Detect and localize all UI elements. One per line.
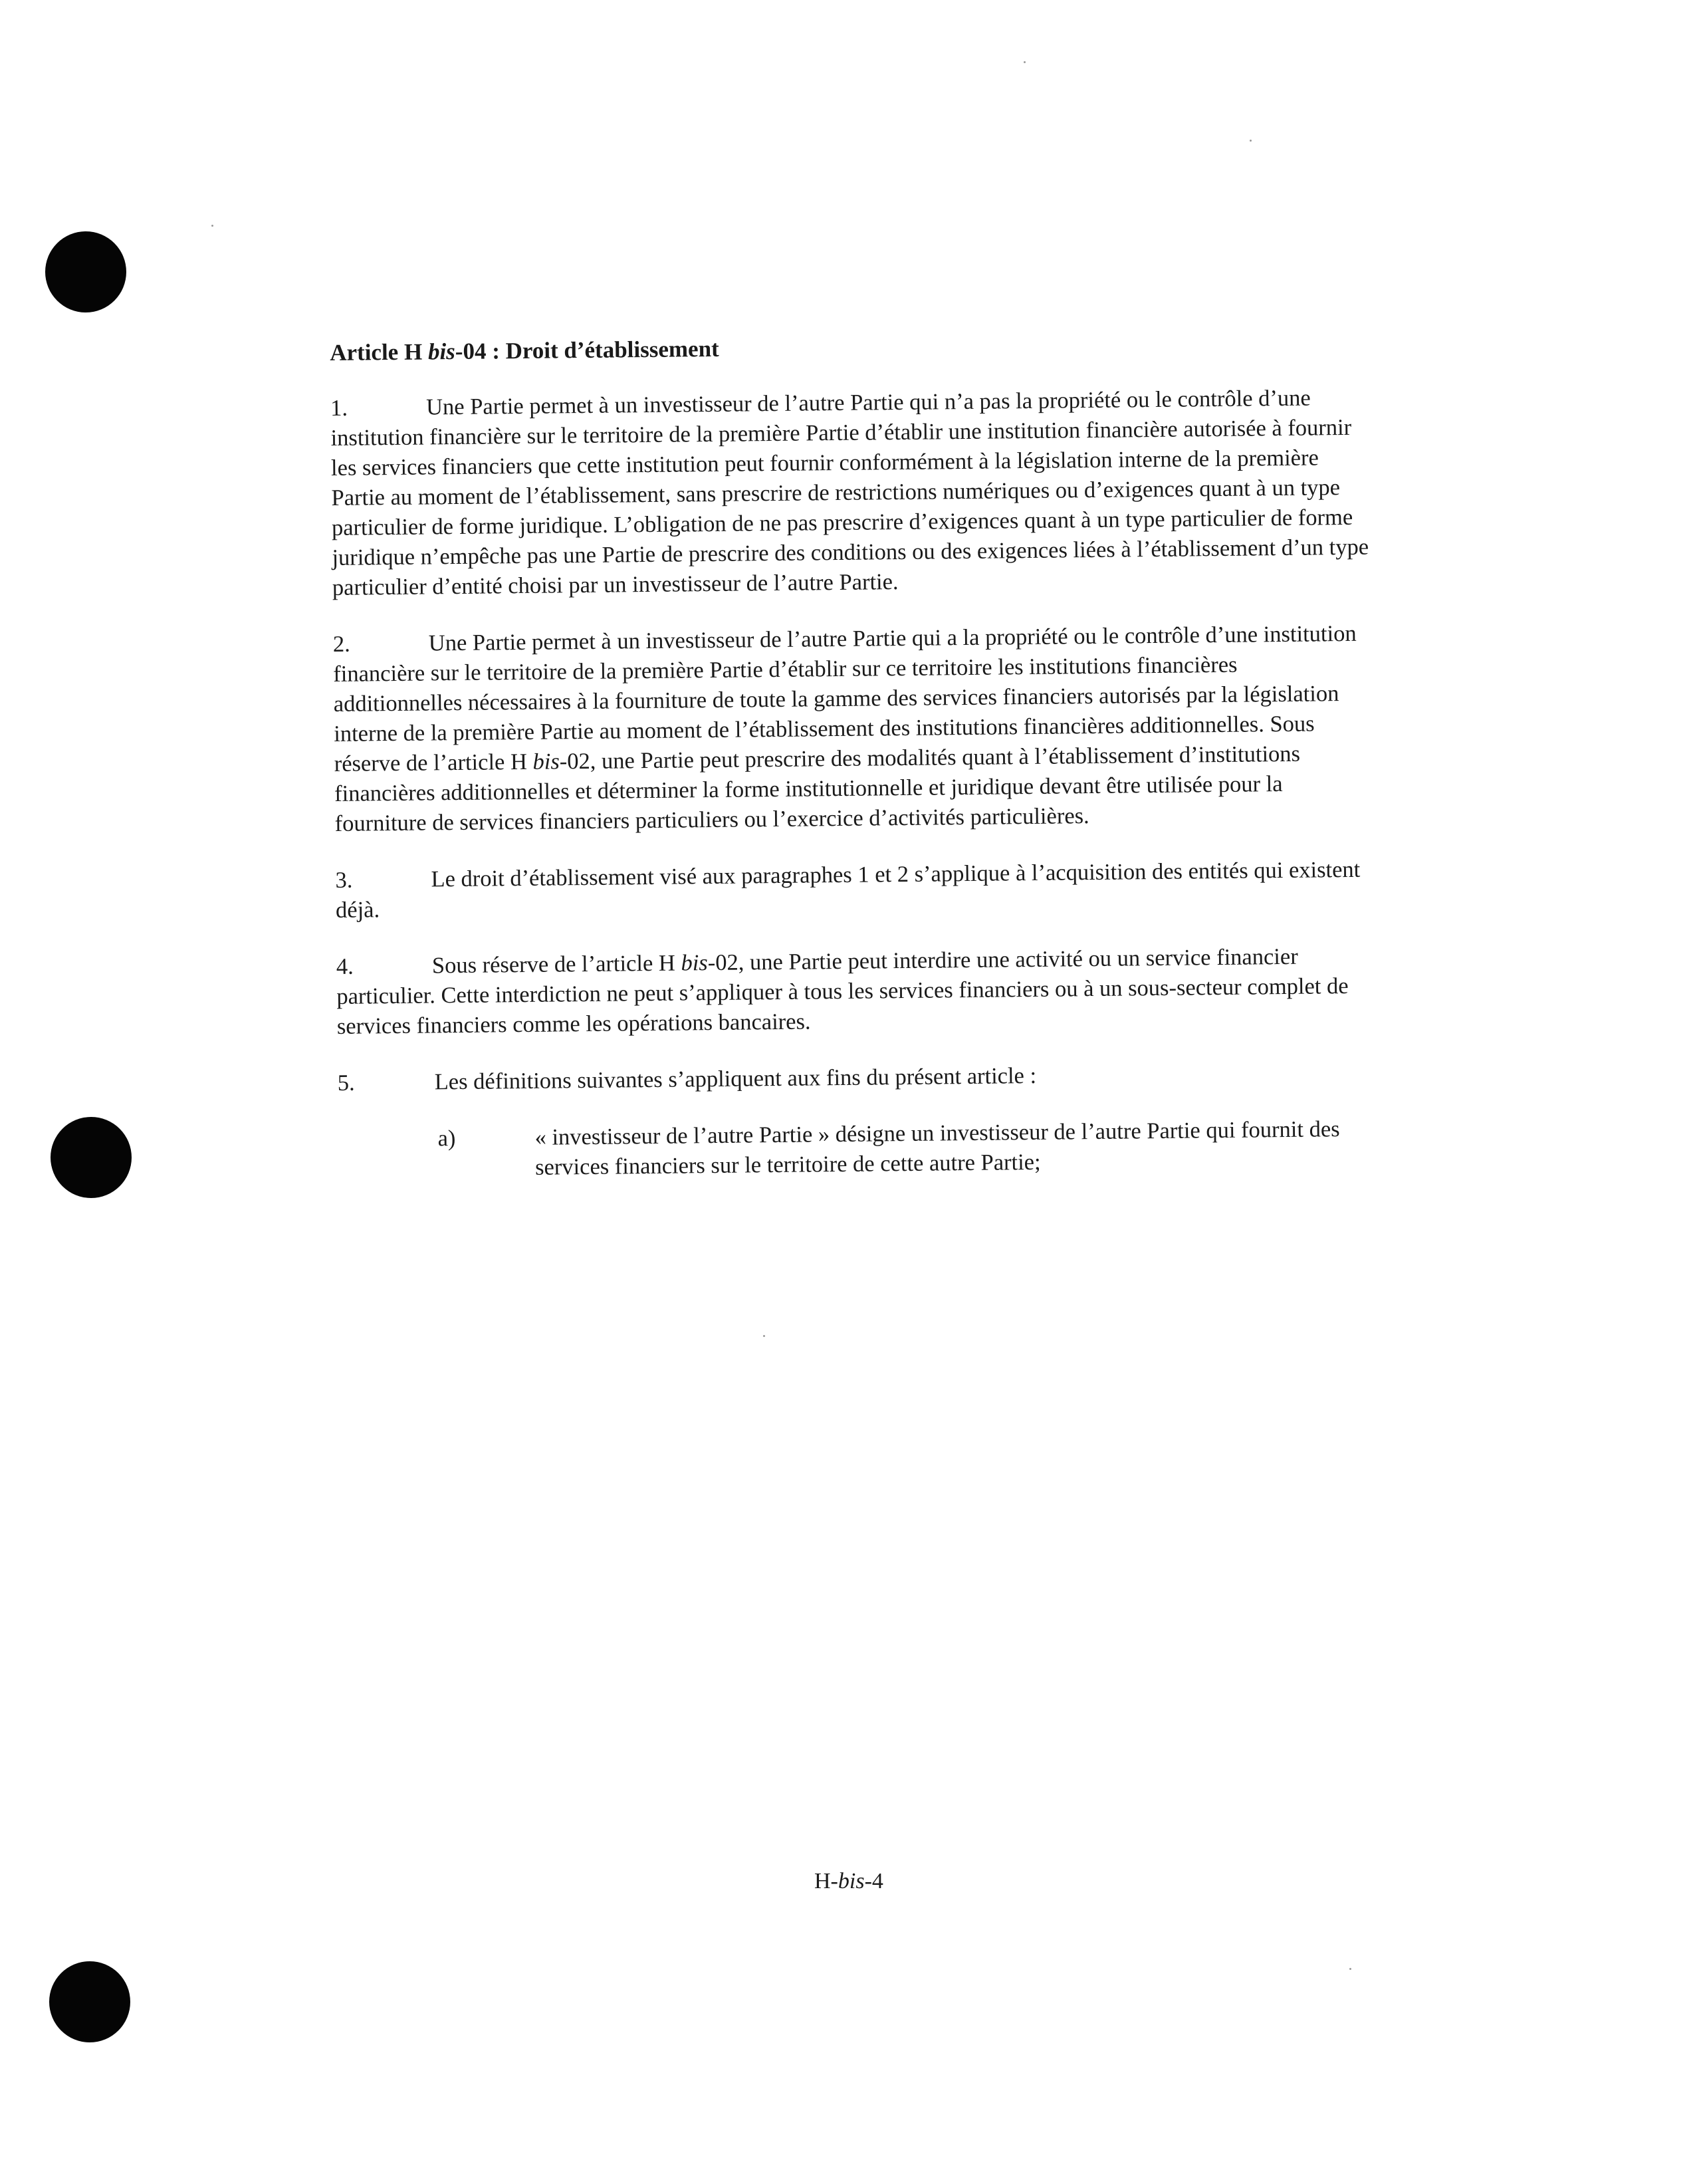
paragraph-number: 5. — [337, 1070, 355, 1096]
paragraph-text: Le droit d’établissement visé aux paragraphes 1 et 2 s’applique à l’acquisition des entités qui existent déjà. — [335, 856, 1361, 923]
paragraph-number: 1. — [330, 395, 348, 421]
paragraph-italic: bis — [681, 950, 708, 976]
paragraph-2 — [333, 619, 1372, 839]
page-number-suffix: -4 — [864, 1869, 883, 1893]
scan-speck — [763, 1335, 765, 1337]
subparagraph-label: a) — [437, 1126, 456, 1152]
paragraph-3 — [335, 855, 1373, 925]
punch-hole-middle — [51, 1117, 132, 1198]
paragraph-number: 2. — [332, 631, 350, 657]
scan-speck — [211, 225, 213, 227]
paragraph-text: -02, une Partie peut interdire une activité ou un service financier particulier. Cette interdiction ne peut s’appliquer à tous les services financiers ou à un sous-secteur complet de services financiers comme les opérations bancaires. — [336, 943, 1349, 1039]
subparagraph-text: « investisseur de l’autre Partie » désigne un investisseur de l’autre Partie qui fournit des services financiers sur le territoire de cette autre Partie; — [534, 1116, 1340, 1180]
paragraph-number: 4. — [336, 953, 354, 979]
paragraph-text: Les définitions suivantes s’appliquent aux fins du présent article : — [434, 1062, 1037, 1095]
paragraph-italic: bis — [532, 749, 560, 775]
paragraph-text: Une Partie permet à un investisseur de l’autre Partie qui n’a pas la propriété ou le contrôle d’une institution financière sur le territoire de la première Partie d’établir une institution financière autorisée à fournir les services financiers que cette institution peut fournir conformément à la législation interne de la première Partie au moment de l’établissement, sans prescrire de restrictions numériques ou d’exigences quant à un type particulier de forme juridique. L’obligation de ne pas prescrire d’exigences quant à un type particulier de forme juridique n’empêche pas une Partie de prescrire des conditions ou des exigences liées à l’établissement d’un type particulier d’entité choisi par un investisseur de l’autre Partie. — [330, 385, 1369, 600]
paragraph-1 — [330, 383, 1369, 603]
article-body — [330, 327, 1375, 1185]
scan-speck — [1024, 61, 1026, 63]
scan-speck — [1349, 1968, 1351, 1970]
paragraph-number: 3. — [335, 867, 353, 893]
article-title-italic: bis — [427, 338, 456, 365]
paragraph-text: -02, une Partie peut prescrire des modalités quant à l’établissement d’institutions financières additionnelles et déterminer la forme institutionnelle et juridique devant être utilisée pour la fourniture de services financiers particuliers ou l’exercice d’activités particulières. — [334, 741, 1301, 836]
paragraph-4 — [336, 941, 1374, 1042]
subparagraph-a — [338, 1114, 1375, 1185]
article-title-suffix: -04 : Droit d’établissement — [455, 335, 719, 365]
punch-hole-top — [45, 231, 126, 312]
page-number-prefix: H- — [814, 1869, 838, 1893]
paragraph-5 — [338, 1058, 1375, 1098]
article-title — [330, 327, 1367, 368]
punch-hole-bottom — [49, 1961, 130, 2042]
article-title-prefix: Article H — [330, 338, 429, 366]
scan-speck — [1250, 140, 1252, 142]
page-number-italic: bis — [838, 1869, 865, 1893]
paragraph-text: Sous réserve de l’article H — [431, 950, 681, 979]
page-number — [814, 1867, 883, 1896]
paragraph-text: Une Partie permet à un investisseur de l’autre Partie qui a la propriété ou le contrôle d’une institution financière sur le territoire de la première Partie d’établir sur ce territoire les institutions financières additionnelles nécessaires à la fourniture de toute la gamme des services financiers autorisés par la législation interne de la première Partie au moment de l’établissement des institutions financières additionnelles. Sous réserve de l’article H — [333, 620, 1357, 777]
